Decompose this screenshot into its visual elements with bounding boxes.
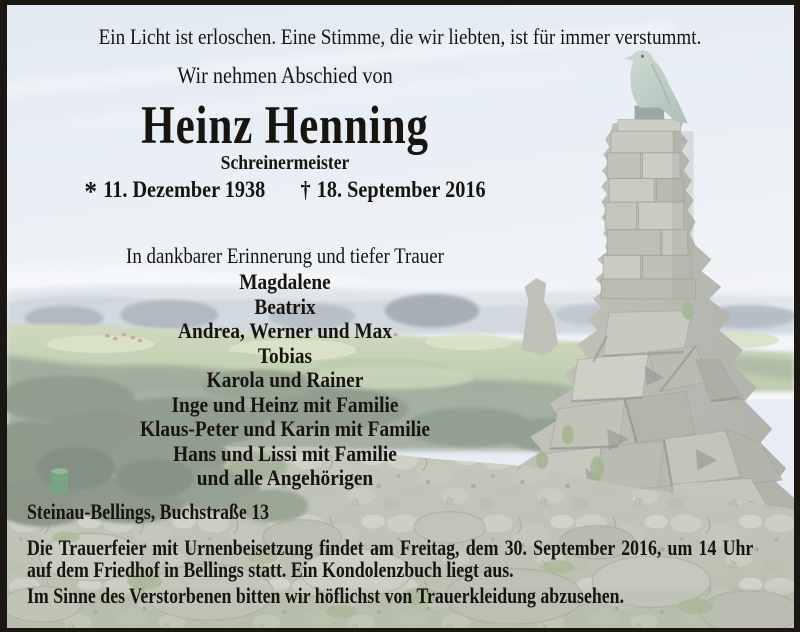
mourner-line: Inge und Heinz mit Familie	[171, 391, 399, 417]
mourner-line: Tobias	[257, 342, 313, 368]
mourner-line: Klaus-Peter und Karin mit Familie	[139, 416, 431, 441]
mourner-line: Andrea, Werner und Max	[177, 318, 393, 343]
mourning-line: In dankbarer Erinnerung und tiefer Trauer	[126, 243, 444, 268]
mourners-list	[30, 270, 540, 491]
birth-date: * 11. Dezember 1938	[84, 176, 266, 209]
funeral-notice-line-1: Die Trauerfeier mit Urnenbeisetzung findet am Freitag, dem 30. September 2016, um 14 Uhr	[27, 535, 754, 560]
mourner-line: Beatrix	[254, 293, 316, 319]
death-date: † 18. September 2016	[300, 177, 486, 202]
deceased-name: Heinz Henning	[141, 95, 429, 155]
funeral-notice-line-2: auf dem Friedhof in Bellings statt. Ein Kondolenzbuch liegt aus.	[27, 557, 514, 582]
opening-quote: Ein Licht ist erloschen. Eine Stimme, die wir liebten, ist für immer verstummt.	[98, 24, 702, 49]
mourner-line: Hans und Lissi mit Familie	[173, 440, 397, 466]
mourner-line: Karola und Rainer	[206, 367, 364, 392]
life-dates	[61, 176, 510, 209]
deceased-profession: Schreinermeister	[220, 152, 350, 174]
mourner-line: Magdalene	[239, 269, 331, 294]
birth-symbol: *	[84, 176, 98, 209]
intro-line: Wir nehmen Abschied von	[177, 63, 393, 88]
attire-note: Im Sinne des Verstorbenen bitten wir höflichst von Trauerkleidung abzusehen.	[27, 583, 625, 608]
mourner-line: und alle Angehörigen	[196, 465, 374, 490]
death-symbol: †	[300, 177, 311, 202]
address-line: Steinau-Bellings, Buchstraße 13	[27, 499, 270, 524]
